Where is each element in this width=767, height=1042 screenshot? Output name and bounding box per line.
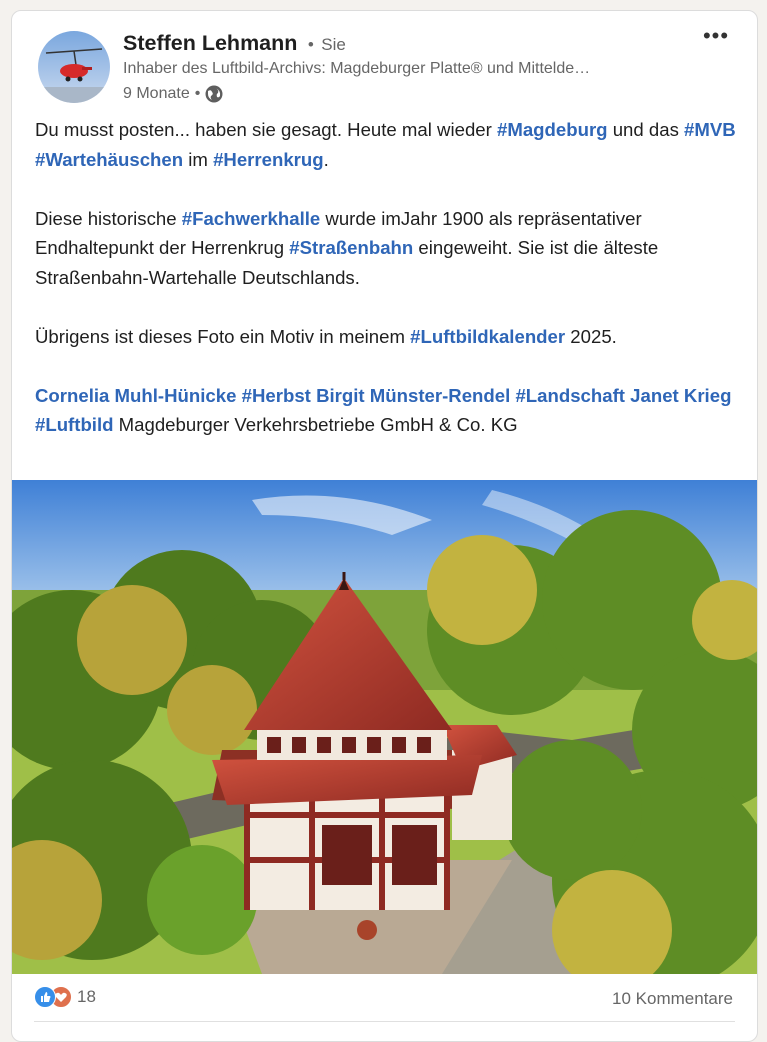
avatar-image <box>38 31 110 103</box>
author-headline: Inhaber des Luftbild-Archivs: Magdeburger Platte® und Mittelde… <box>123 60 591 77</box>
post-paragraph <box>35 381 747 440</box>
hashtag-link[interactable]: #Fachwerkhalle <box>181 207 321 229</box>
post-meta <box>123 83 223 105</box>
post-paragraph <box>35 204 747 293</box>
text-span: Magdeburger Verkehrsbetriebe GmbH & Co. KG <box>113 414 518 435</box>
author-name[interactable]: Steffen Lehmann <box>123 31 298 55</box>
hashtag-link[interactable]: #MVB <box>684 119 736 140</box>
hashtag-link[interactable]: #Magdeburg <box>497 119 608 140</box>
mention-link[interactable]: Birgit Münster-Rendel <box>316 384 511 406</box>
meta-separator: • <box>194 85 201 102</box>
hashtag-link[interactable]: #Landschaft <box>515 384 625 406</box>
post-body <box>35 115 747 469</box>
post-paragraph <box>35 115 747 174</box>
hashtag-link[interactable]: #Luftbild <box>35 414 114 435</box>
mention-link[interactable]: Cornelia Muhl-Hünicke <box>35 384 237 406</box>
text-span: Du musst posten... haben sie gesagt. Heute mal wieder <box>35 119 497 140</box>
globe-icon <box>205 85 223 103</box>
author-name-row <box>123 31 346 59</box>
hashtag-link[interactable]: #Herbst <box>241 384 311 406</box>
more-options-button[interactable] <box>701 23 731 51</box>
text-span: Übrigens ist dieses Foto ein Motiv in meinem <box>35 325 411 347</box>
text-span: eingeweiht. Sie ist die älteste Straßenbahn-Wartehalle Deutschlands. <box>35 237 659 288</box>
like-icon <box>34 986 56 1008</box>
text-span: und das <box>607 119 685 140</box>
more-horizontal-icon: ••• <box>702 23 730 48</box>
text-span: 2025. <box>565 325 617 347</box>
author-separator: • <box>307 35 314 54</box>
text-span: wurde imJahr 1900 als repräsentativer Endhaltepunkt der Herrenkrug <box>35 207 642 258</box>
comments-count-link[interactable]: 10 Kommentare <box>612 989 733 1008</box>
post-image[interactable] <box>12 480 757 974</box>
author-relation: Sie <box>321 35 346 54</box>
text-span: Diese historische <box>35 207 182 229</box>
author-avatar[interactable] <box>38 31 110 103</box>
reaction-count: 18 <box>77 987 96 1006</box>
divider <box>34 1021 735 1022</box>
hashtag-link[interactable]: #Luftbildkalender <box>410 325 566 347</box>
hashtag-link[interactable]: #Wartehäuschen <box>35 148 184 170</box>
text-span: im <box>183 148 214 170</box>
social-counts-bar <box>12 986 757 1016</box>
post-time[interactable]: 9 Monate <box>123 85 190 102</box>
hashtag-link[interactable]: #Herrenkrug <box>213 148 324 170</box>
post-card <box>11 10 758 1042</box>
reactions-summary[interactable] <box>34 986 96 1008</box>
aerial-photo-tram-shelter <box>12 480 757 974</box>
text-span: . <box>323 148 329 170</box>
post-paragraph <box>35 322 747 352</box>
mention-link[interactable]: Janet Krieg <box>630 384 732 406</box>
hashtag-link[interactable]: #Straßenbahn <box>289 237 414 258</box>
